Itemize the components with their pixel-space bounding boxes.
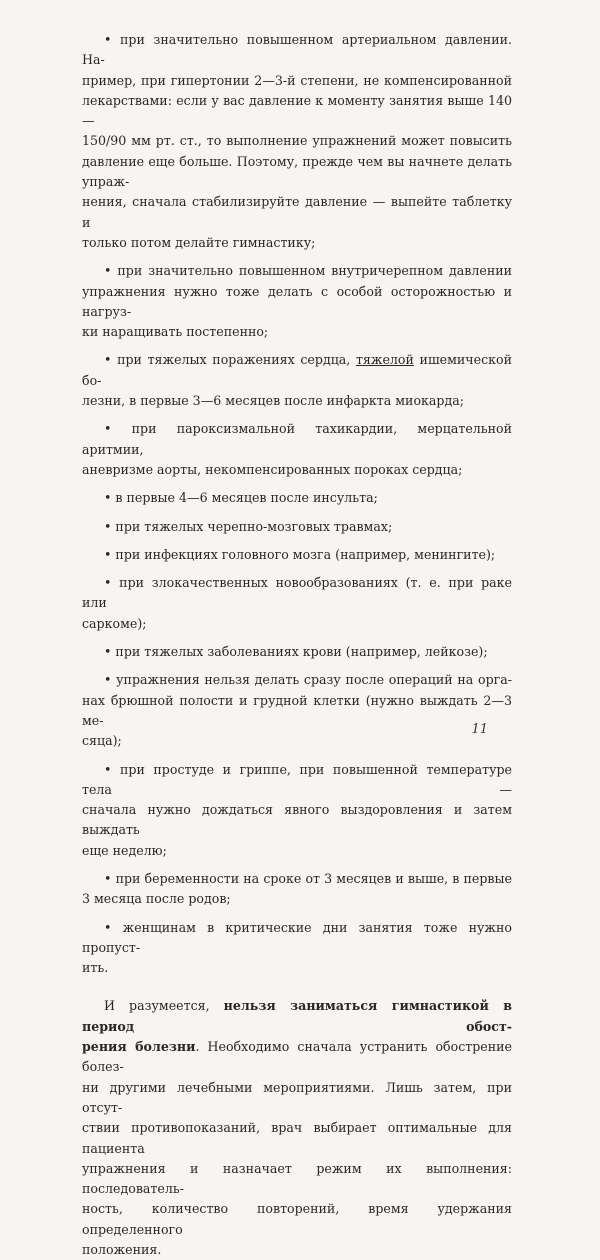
list-item-line: лекарствами: если у вас давление к моменту занятия выше 140— <box>82 92 512 129</box>
list-item-line: саркоме); <box>82 615 147 631</box>
conclusion-line-7: положения. <box>82 1242 162 1258</box>
list-item-line: давление еще больше. Поэтому, прежде чем вы начнете делать упраж- <box>82 153 512 190</box>
list-item-line: упражнения нужно тоже делать с особой осторожностью и нагруз- <box>82 283 512 319</box>
list-item-line: • при злокачественных новообразованиях (т. е. при раке или <box>82 575 512 611</box>
list-item-line: 150/90 мм рт. ст., то выполнение упражнений может повысить <box>82 133 512 149</box>
conclusion-paragraph <box>82 996 512 1260</box>
list-item-line: • при тяжелых заболеваниях крови (например, лейкозе); <box>104 644 488 660</box>
list-item-line: ить. <box>82 960 109 976</box>
list-item-line: • при значительно повышенном внутричерепном давлении <box>104 263 512 279</box>
list-item-line: 3 месяца после родов; <box>82 891 231 907</box>
list-item <box>82 517 512 537</box>
list-item-line: • при тяжелых черепно-мозговых травмах; <box>104 518 393 534</box>
list-item-line: • при простуде и гриппе, при повышенной температуре тела — <box>82 761 512 797</box>
contraindications-list <box>82 30 512 978</box>
list-item-line: ки наращивать постепенно; <box>82 324 269 340</box>
list-item <box>82 350 512 411</box>
list-item <box>82 760 512 861</box>
page-body <box>82 30 512 1260</box>
list-item <box>82 670 512 751</box>
list-item <box>82 918 512 979</box>
conclusion-line-2 <box>82 1037 512 1078</box>
list-item-line: • женщинам в критические дни занятия тоже нужно пропуст- <box>82 919 512 955</box>
list-item-line: лезни, в первые 3—6 месяцев после инфаркта миокарда; <box>82 393 464 409</box>
conclusion-line-6: ность, количество повторений, время удержания определенного <box>82 1201 512 1237</box>
list-item-line: • при пароксизмальной тахикардии, мерцательной аритмии, <box>82 421 512 457</box>
conclusion-intro: И разумеется, <box>104 998 224 1014</box>
list-item-line: • упражнения нельзя делать сразу после операций на орга- <box>104 672 512 688</box>
conclusion-emphasis-2: рения болезни <box>82 1039 196 1055</box>
list-item-line: только потом делайте гимнастику; <box>82 234 316 250</box>
list-item-line: • в первые 4—6 месяцев после инсульта; <box>104 490 378 506</box>
conclusion-line-3: ни другими лечебными мероприятиями. Лишь затем, при отсут- <box>82 1079 512 1115</box>
list-item <box>82 30 512 253</box>
conclusion-line-1 <box>82 996 512 1037</box>
list-item-line: • при беременности на сроке от 3 месяцев и выше, в первые <box>104 870 512 886</box>
list-item-line: • при значительно повышенном артериальном давлении. На- <box>82 32 512 68</box>
list-item <box>82 642 512 662</box>
list-item-line: • при инфекциях головного мозга (например, менингите); <box>104 546 496 562</box>
list-item <box>82 488 512 508</box>
conclusion-emphasis-1: нельзя заниматься гимнастикой в период обост- <box>82 998 513 1034</box>
page-number: 11 <box>471 722 488 737</box>
list-item <box>82 573 512 634</box>
conclusion-line-5: упражнения и назначает режим их выполнения: последователь- <box>82 1160 512 1197</box>
list-item-line: еще неделю; <box>82 842 167 858</box>
list-item-line: нах брюшной полости и грудной клетки (нужно выждать 2—3 ме- <box>82 692 512 728</box>
list-item <box>82 869 512 910</box>
list-item <box>82 261 512 342</box>
list-item-line: сначала нужно дождаться явного выздоровления и затем выждать <box>82 802 512 838</box>
list-item <box>82 545 512 565</box>
list-item-line: нения, сначала стабилизируйте давление — выпейте таблетку и <box>82 194 512 230</box>
list-item-line: сяца); <box>82 733 122 749</box>
conclusion-continuation: . Необходимо сначала устранить обострение болез- <box>82 1039 512 1075</box>
list-item-line: • при тяжелых поражениях сердца, тяжелой ишемической бо- <box>82 352 512 388</box>
underlined-word: тяжелой <box>355 352 414 368</box>
conclusion-line-4: ствии противопоказаний, врач выбирает оптимальные для пациента <box>82 1120 512 1156</box>
list-item <box>82 419 512 480</box>
list-item-line: пример, при гипертонии 2—3-й степени, не компенсированной <box>82 72 512 88</box>
list-item-line: аневризме аорты, некомпенсированных пороках сердца; <box>82 461 463 477</box>
